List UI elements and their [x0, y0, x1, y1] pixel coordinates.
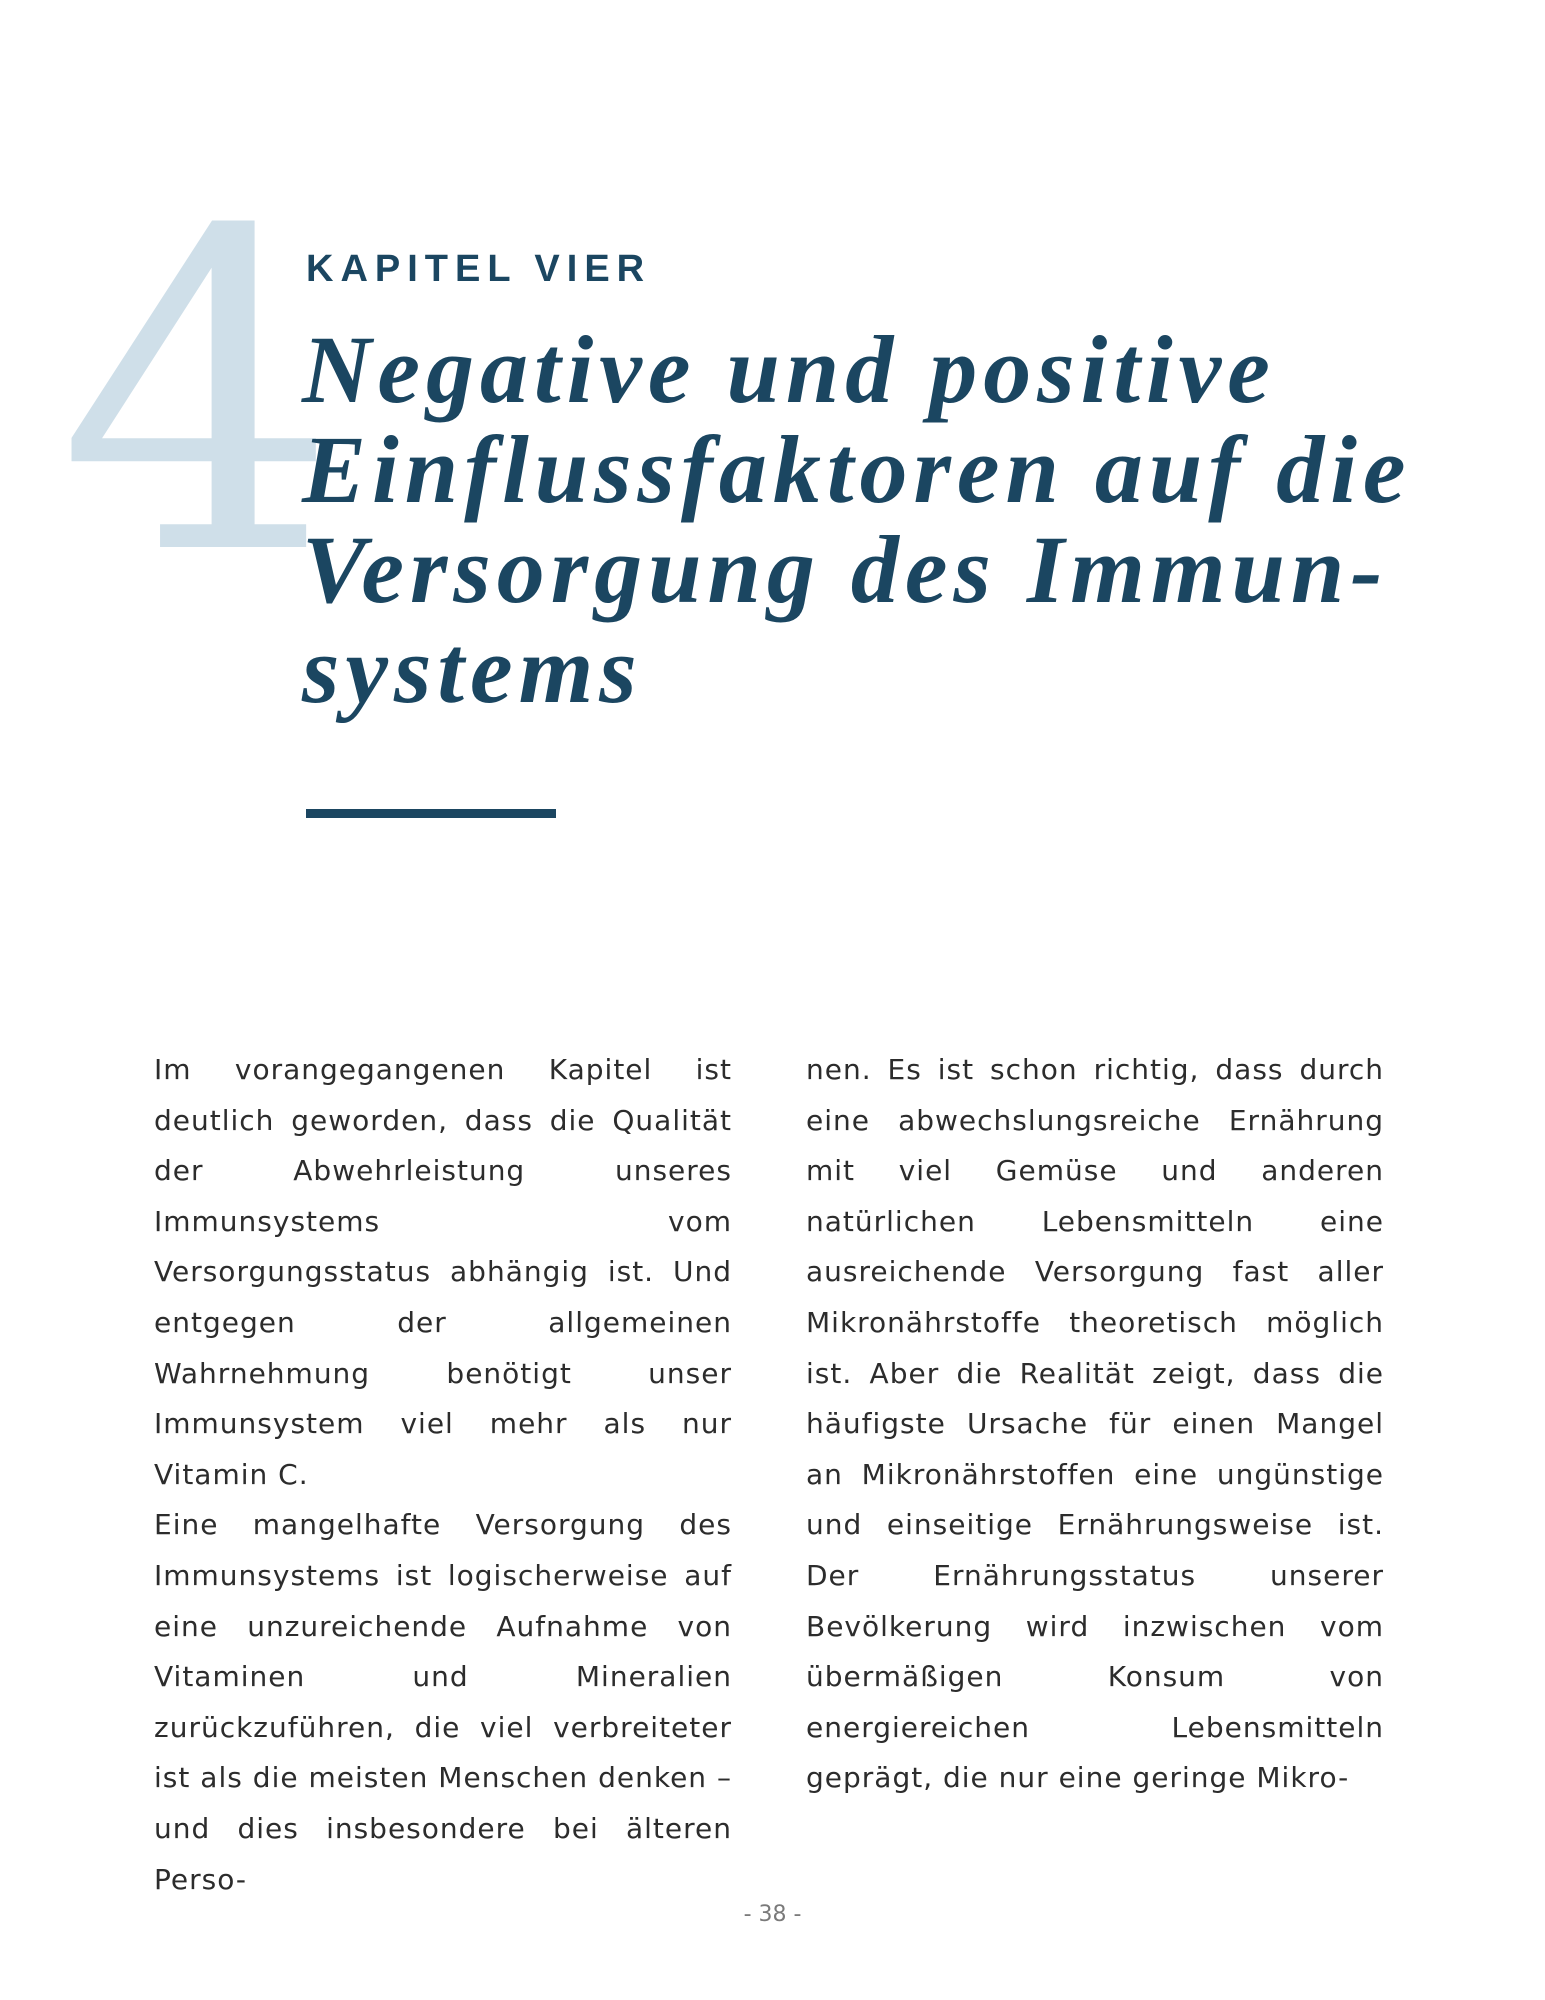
body-column-left: [154, 1045, 732, 1905]
page-number: - 38 -: [743, 1902, 802, 1927]
chapter-title: Negative und positive Einflussfaktoren auf die Versorgung des Immun-systems: [302, 316, 1412, 723]
title-divider: [306, 809, 556, 818]
body-paragraph: Eine mangelhafte Versorgung des Immunsystems ist logischerweise auf eine unzureichende Aufnahme von Vitaminen und Mineralien zurückzuführen, die viel verbreiteter ist als die meisten Menschen denken – und dies insbesondere bei älteren Perso-: [154, 1508, 732, 1896]
chapter-number: 4: [58, 139, 338, 651]
body-column-right: [806, 1045, 1384, 1804]
body-paragraph: nen. Es ist schon richtig, dass durch eine abwechslungsreiche Ernährung mit viel Gemüse und anderen natürlichen Lebensmitteln eine ausreichende Versorgung fast aller Mikronährstoffe theoretisch möglich ist. Aber die Realität zeigt, dass die häufigste Ursache für einen Mangel an Mikronährstoffen eine ungünstige und einseitige Ernährungsweise ist. Der Ernährungsstatus unserer Bevölkerung wird inzwischen vom übermäßigen Konsum von energiereichen Lebensmitteln geprägt, die nur eine geringe Mikro-: [806, 1053, 1384, 1795]
chapter-label: KAPITEL VIER: [306, 248, 652, 290]
body-paragraph: Im vorangegangenen Kapitel ist deutlich geworden, dass die Qualität der Abwehrleistung unseres Immunsystems vom Versorgungsstatus abhängig ist. Und entgegen der allgemeinen Wahrnehmung benötigt unser Immunsystem viel mehr als nur Vitamin C.: [154, 1053, 732, 1491]
